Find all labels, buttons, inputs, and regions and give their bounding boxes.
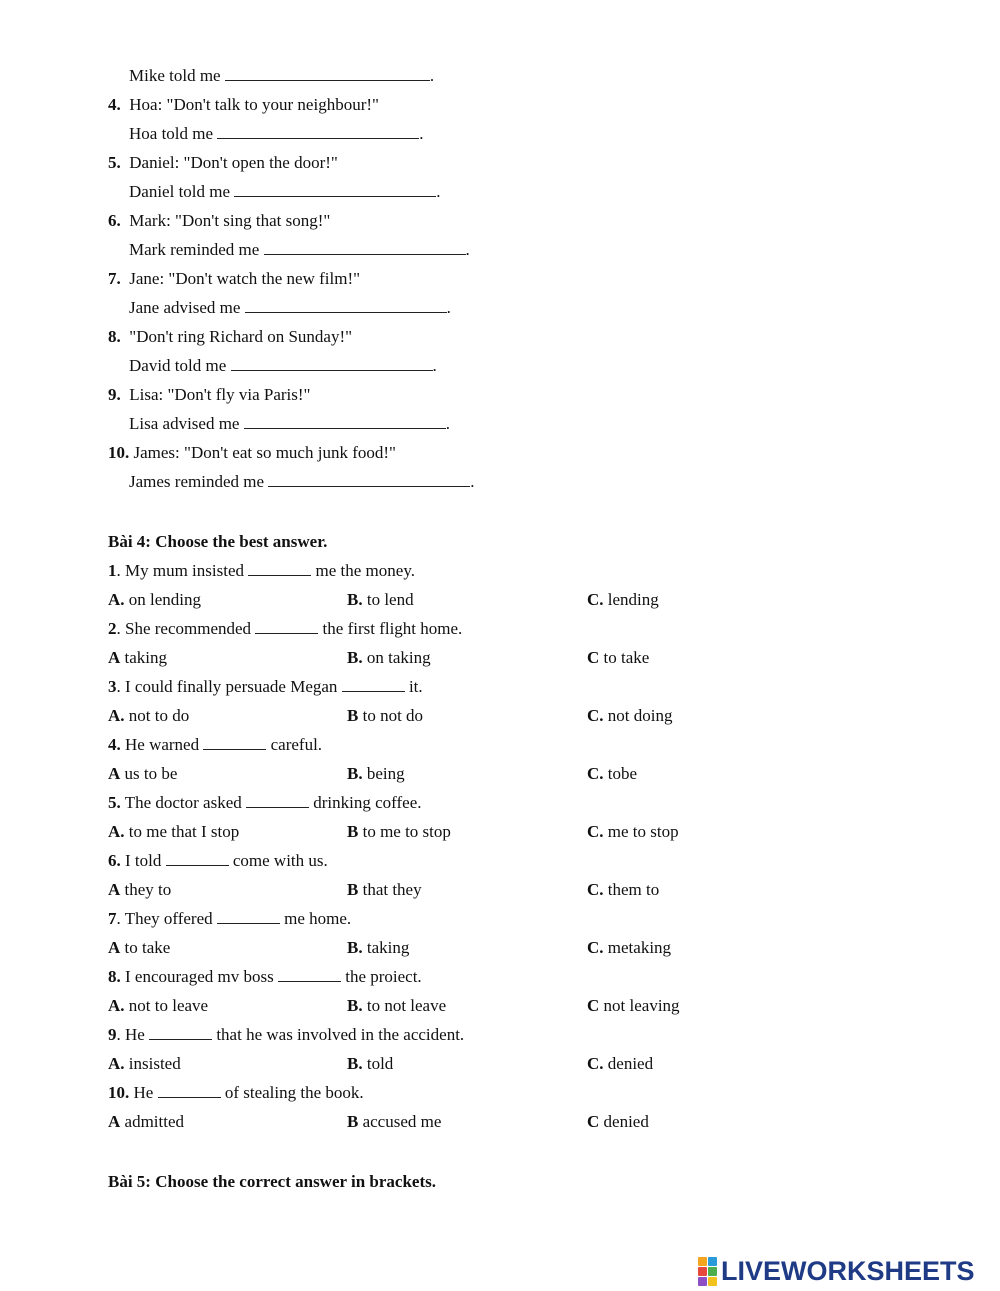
question-text-after: me the money. <box>315 561 415 580</box>
option-c-q3[interactable] <box>587 706 672 726</box>
answer-lead: Lisa advised me <box>129 414 240 433</box>
item-number: 9. <box>108 385 121 404</box>
option-a-q2[interactable] <box>108 648 167 668</box>
option-c-q10[interactable] <box>587 1112 649 1132</box>
item-number: 8. <box>108 327 121 346</box>
section3-answer-line-9: Lisa advised me . <box>129 414 450 433</box>
option-a-q4[interactable] <box>108 764 177 784</box>
option-text: us to be <box>124 764 178 783</box>
question-text-after: come with us. <box>232 851 328 870</box>
option-a-q6[interactable] <box>108 880 171 900</box>
answer-lead: Daniel told me <box>129 182 231 201</box>
question-number: 3 <box>108 677 117 696</box>
section3-prompt-9 <box>108 385 311 405</box>
option-label: A. <box>108 1054 125 1073</box>
option-b-q2[interactable] <box>347 648 431 668</box>
option-text: metaking <box>607 938 672 957</box>
logo-blocks-icon <box>698 1257 717 1286</box>
option-b-q7[interactable] <box>347 938 409 958</box>
question-1 <box>108 561 415 581</box>
option-label: A. <box>108 822 125 841</box>
option-text: on taking <box>366 648 431 667</box>
option-text: not to leave <box>128 996 209 1015</box>
question-text-after: that he was involved in the accident. <box>216 1025 465 1044</box>
item-number: 4. <box>108 95 121 114</box>
question-9 <box>108 1025 464 1045</box>
option-label: B. <box>347 648 363 667</box>
option-text: being <box>366 764 405 783</box>
question-3 <box>108 677 423 697</box>
question-text-before: . He <box>116 1025 145 1044</box>
option-label: A. <box>108 590 125 609</box>
option-label: A <box>108 648 121 667</box>
option-text: that they <box>362 880 422 899</box>
question-blank[interactable] <box>246 807 309 808</box>
section3-prompt-8 <box>108 327 352 347</box>
option-text: insisted <box>128 1054 181 1073</box>
item-number: 6. <box>108 211 121 230</box>
question-text-before: The doctor asked <box>120 793 242 812</box>
question-text-after: it. <box>408 677 423 696</box>
option-a-q1[interactable] <box>108 590 201 610</box>
liveworksheets-logo <box>698 1256 975 1286</box>
option-text: admitted <box>124 1112 185 1131</box>
question-number: 10. <box>108 1083 130 1102</box>
option-a-q3[interactable] <box>108 706 189 726</box>
option-label: C <box>587 1112 600 1131</box>
option-text: to not leave <box>366 996 447 1015</box>
option-label: B. <box>347 590 363 609</box>
answer-blank-3[interactable] <box>225 80 430 81</box>
question-text-before: . I could finally persuade Megan <box>116 677 338 696</box>
option-c-q2[interactable] <box>587 648 649 668</box>
option-b-q4[interactable] <box>347 764 405 784</box>
option-text: not leaving <box>603 996 680 1015</box>
option-c-q8[interactable] <box>587 996 680 1016</box>
prompt-text: James: "Don't eat so much junk food!" <box>133 443 396 462</box>
question-number: 6. <box>108 851 121 870</box>
question-text-before: He warned <box>120 735 200 754</box>
question-8 <box>108 967 422 987</box>
option-text: taking <box>366 938 410 957</box>
option-label: C. <box>587 822 604 841</box>
section3-prompt-4 <box>108 95 379 115</box>
question-text-after: me home. <box>284 909 352 928</box>
answer-lead: Hoa told me <box>129 124 214 143</box>
question-number: 8. <box>108 967 121 986</box>
option-b-q9[interactable] <box>347 1054 393 1074</box>
option-label: B <box>347 880 359 899</box>
question-blank[interactable] <box>255 633 318 634</box>
answer-blank-7[interactable] <box>245 312 447 313</box>
option-label: C. <box>587 590 604 609</box>
section3-answer-line-3: Mike told me . <box>129 66 435 85</box>
option-a-q5[interactable] <box>108 822 239 842</box>
question-text-before: . They offered <box>116 909 213 928</box>
answer-lead: Mark reminded me <box>129 240 260 259</box>
answer-blank-4[interactable] <box>217 138 419 139</box>
option-c-q7[interactable] <box>587 938 671 958</box>
answer-lead: Mike told me <box>129 66 221 85</box>
question-text-before: I encouraged mv boss <box>120 967 274 986</box>
option-a-q9[interactable] <box>108 1054 181 1074</box>
question-number: 4. <box>108 735 121 754</box>
question-4 <box>108 735 322 755</box>
question-5 <box>108 793 422 813</box>
section3-answer-line-5: Daniel told me . <box>129 182 441 201</box>
option-text: to not do <box>362 706 424 725</box>
option-label: A. <box>108 996 125 1015</box>
section3-prompt-6 <box>108 211 330 231</box>
question-blank[interactable] <box>278 981 341 982</box>
option-label: B. <box>347 764 363 783</box>
option-label: C <box>587 648 600 667</box>
option-text: me to stop <box>607 822 679 841</box>
option-b-q10[interactable] <box>347 1112 441 1132</box>
option-text: to me that I stop <box>128 822 240 841</box>
option-label: C. <box>587 764 604 783</box>
option-text: to take <box>124 938 171 957</box>
question-2 <box>108 619 462 639</box>
answer-blank-6[interactable] <box>264 254 466 255</box>
option-b-q6[interactable] <box>347 880 422 900</box>
option-label: C. <box>587 938 604 957</box>
option-b-q3[interactable] <box>347 706 423 726</box>
option-label: B <box>347 822 359 841</box>
option-text: tobe <box>607 764 638 783</box>
section3-answer-line-8: David told me . <box>129 356 437 375</box>
option-label: A <box>108 764 121 783</box>
section3-prompt-5 <box>108 153 338 173</box>
option-c-q9[interactable] <box>587 1054 653 1074</box>
option-a-q7[interactable] <box>108 938 170 958</box>
question-text-before: He <box>129 1083 154 1102</box>
question-text-after: the proiect. <box>345 967 422 986</box>
question-text-before: I told <box>120 851 162 870</box>
option-text: told <box>366 1054 394 1073</box>
option-text: to take <box>603 648 650 667</box>
question-number: 7 <box>108 909 117 928</box>
option-label: B. <box>347 938 363 957</box>
option-label: B. <box>347 1054 363 1073</box>
question-text-before: . My mum insisted <box>116 561 245 580</box>
option-label: B <box>347 706 359 725</box>
prompt-text: Jane: "Don't watch the new film!" <box>129 269 361 288</box>
option-text: accused me <box>362 1112 442 1131</box>
option-label: A. <box>108 706 125 725</box>
option-text: denied <box>607 1054 654 1073</box>
prompt-text: Lisa: "Don't fly via Paris!" <box>129 385 311 404</box>
option-label: A <box>108 938 121 957</box>
answer-lead: Jane advised me <box>129 298 241 317</box>
prompt-text: Daniel: "Don't open the door!" <box>129 153 338 172</box>
section3-prompt-7 <box>108 269 360 289</box>
question-number: 5. <box>108 793 121 812</box>
answer-blank-9[interactable] <box>244 428 446 429</box>
option-c-q5[interactable] <box>587 822 679 842</box>
option-text: to me to stop <box>362 822 451 841</box>
option-text: not doing <box>607 706 673 725</box>
answer-blank-8[interactable] <box>231 370 433 371</box>
option-label: C <box>587 996 600 1015</box>
bai5-heading: Bài 5: Choose the correct answer in brackets. <box>108 1172 436 1191</box>
answer-blank-5[interactable] <box>234 196 436 197</box>
option-b-q5[interactable] <box>347 822 451 842</box>
option-label: C. <box>587 706 604 725</box>
answer-blank-10[interactable] <box>268 486 470 487</box>
question-6 <box>108 851 328 871</box>
question-7 <box>108 909 351 929</box>
option-label: C. <box>587 1054 604 1073</box>
item-number: 7. <box>108 269 121 288</box>
question-blank[interactable] <box>217 923 280 924</box>
answer-lead: David told me <box>129 356 227 375</box>
option-label: B. <box>347 996 363 1015</box>
option-text: taking <box>124 648 168 667</box>
question-text-after: careful. <box>270 735 323 754</box>
option-label: B <box>347 1112 359 1131</box>
option-a-q10[interactable] <box>108 1112 184 1132</box>
option-text: on lending <box>128 590 202 609</box>
option-text: denied <box>603 1112 649 1131</box>
option-b-q8[interactable] <box>347 996 446 1016</box>
option-text: lending <box>607 590 659 609</box>
question-blank[interactable] <box>166 865 229 866</box>
question-text-before: . She recommended <box>116 619 252 638</box>
option-label: A <box>108 1112 121 1131</box>
option-text: to lend <box>366 590 414 609</box>
answer-lead: James reminded me <box>129 472 265 491</box>
question-text-after: drinking coffee. <box>313 793 422 812</box>
prompt-text: Hoa: "Don't talk to your neighbour!" <box>129 95 379 114</box>
option-label: A <box>108 880 121 899</box>
option-text: not to do <box>128 706 190 725</box>
question-blank[interactable] <box>342 691 405 692</box>
item-number: 5. <box>108 153 121 172</box>
section3-answer-line-6: Mark reminded me . <box>129 240 470 259</box>
question-text-after: the first flight home. <box>322 619 463 638</box>
section3-prompt-10 <box>108 443 396 463</box>
prompt-text: Mark: "Don't sing that song!" <box>129 211 331 230</box>
question-blank[interactable] <box>149 1039 212 1040</box>
question-text-after: of stealing the book. <box>224 1083 364 1102</box>
option-c-q6[interactable] <box>587 880 659 900</box>
logo-text: LIVEWORKSHEETS <box>721 1255 975 1286</box>
option-label: C. <box>587 880 604 899</box>
option-a-q8[interactable] <box>108 996 208 1016</box>
question-blank[interactable] <box>248 575 311 576</box>
option-text: them to <box>607 880 660 899</box>
question-blank[interactable] <box>203 749 266 750</box>
option-text: they to <box>124 880 172 899</box>
question-number: 2 <box>108 619 117 638</box>
section3-answer-line-4: Hoa told me . <box>129 124 424 143</box>
question-blank[interactable] <box>158 1097 221 1098</box>
question-number: 1 <box>108 561 117 580</box>
option-c-q4[interactable] <box>587 764 637 784</box>
option-b-q1[interactable] <box>347 590 414 610</box>
option-c-q1[interactable] <box>587 590 659 610</box>
bai4-heading: Bài 4: Choose the best answer. <box>108 532 328 551</box>
item-number: 10. <box>108 443 130 462</box>
question-number: 9 <box>108 1025 117 1044</box>
question-10 <box>108 1083 364 1103</box>
section3-answer-line-10: James reminded me . <box>129 472 475 491</box>
prompt-text: "Don't ring Richard on Sunday!" <box>129 327 353 346</box>
section3-answer-line-7: Jane advised me . <box>129 298 451 317</box>
